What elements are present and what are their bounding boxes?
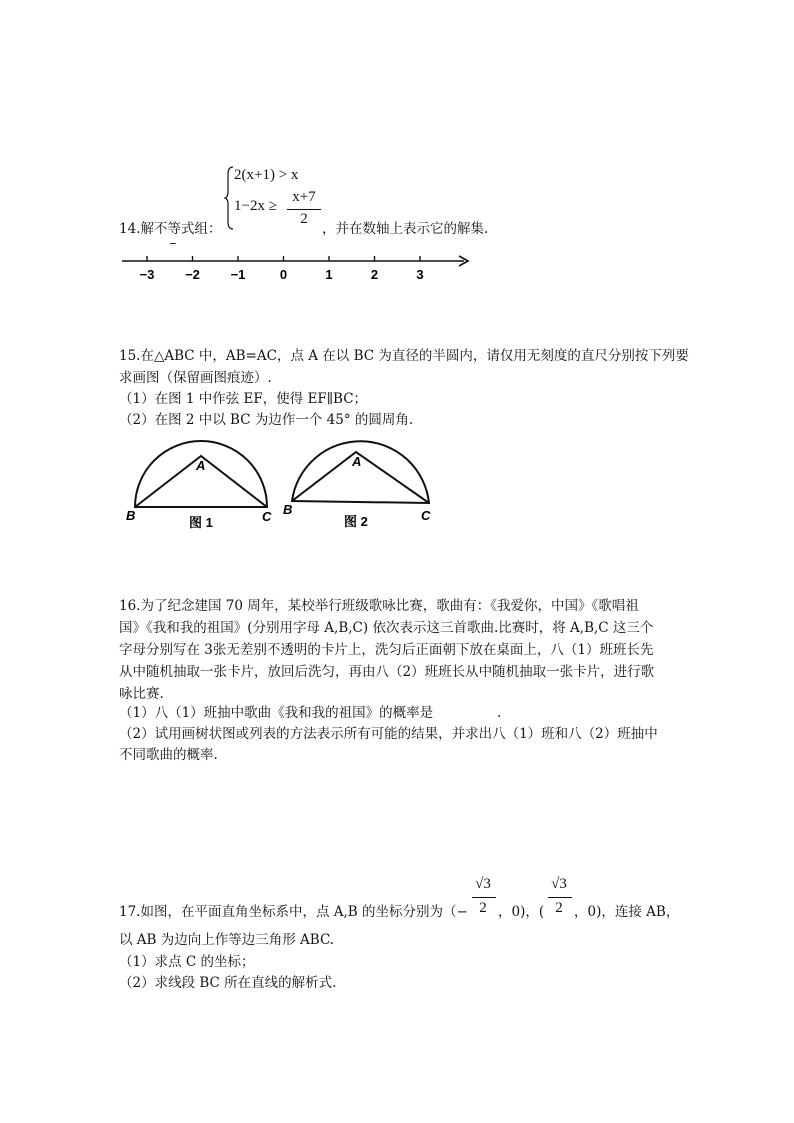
fraction-denominator-2: 2 bbox=[555, 900, 563, 916]
axis-tick-label: −3 bbox=[139, 267, 155, 282]
q17-line-2: 以 AB 为边向上作等边三角形 ABC. bbox=[119, 932, 335, 948]
number-line bbox=[118, 250, 478, 290]
fraction-bar-1 bbox=[472, 897, 496, 898]
system-brace bbox=[224, 166, 234, 230]
axis-tick-label: 0 bbox=[279, 267, 288, 282]
q16-line-4: 从中随机抽取一张卡片，放回后洗匀，再由八（2）班班长从中随机抽取一张卡片，进行歌 bbox=[119, 664, 655, 680]
q17-part-2: ，0)，( bbox=[498, 904, 545, 920]
axis-tick-label: 3 bbox=[416, 267, 424, 282]
fraction-bar-2 bbox=[548, 897, 572, 898]
q16-sub-2-line-1: （2）试用画树状图或列表的方法表示所有可能的结果，并求出八（1）班和八（2）班抽中 bbox=[119, 726, 658, 742]
q14-suffix: ，并在数轴上表示它的解集. bbox=[322, 221, 489, 237]
q14-prefix: 14.解不等式组： bbox=[119, 221, 222, 237]
fraction-numerator: x+7 bbox=[292, 189, 316, 205]
fig2-label-B: B bbox=[283, 502, 293, 517]
q16-sub-1-end: . bbox=[497, 705, 502, 721]
q16-line-5: 咏比赛. bbox=[119, 686, 164, 702]
axis-tick-label: 2 bbox=[370, 267, 379, 282]
fig2-label-C: C bbox=[421, 508, 431, 523]
figure-1 bbox=[124, 432, 278, 538]
figure-2 bbox=[282, 430, 438, 536]
semicircle-1 bbox=[135, 441, 267, 507]
q16-line-3: 字母分别写在 3张无差别不透明的卡片上，洗匀后正面朝下放在桌面上，八（1）班班长先 bbox=[119, 642, 654, 658]
fig2-label-A: A bbox=[352, 454, 362, 469]
fig1-caption: 图 1 bbox=[189, 515, 213, 530]
q16-sub-1: （1）八（1）班抽中歌曲《我和我的祖国》的概率是 bbox=[119, 705, 434, 721]
axis-tick-label: −1 bbox=[230, 267, 246, 282]
q15-line-1: 15.在△ABC 中，AB=AC，点 A 在以 BC 为直径的半圆内，请仅用无刻度的直尺分别按下列要 bbox=[119, 348, 689, 364]
q16-line-1: 16.为了纪念建国 70 周年，某校举行班级歌咏比赛，歌曲有：《我爱你，中国》《歌唱祖 bbox=[119, 598, 639, 614]
sqrt3-numerator-1: √3 bbox=[475, 876, 491, 892]
q15-sub-1: （1）在图 1 中作弦 EF，使得 EF∥BC； bbox=[119, 391, 368, 407]
q17-sub-2: （2）求线段 BC 所在直线的解析式. bbox=[119, 975, 337, 991]
system-line-1: 2(x+1) > x bbox=[234, 167, 299, 183]
q15-line-2: 求画图（保留画图痕迹）. bbox=[119, 370, 272, 386]
q15-sub-2: （2）在图 2 中以 BC 为边作一个 45° 的圆周角. bbox=[119, 412, 414, 428]
axis-tick-label: 1 bbox=[325, 267, 333, 282]
fig1-label-A: A bbox=[196, 458, 206, 473]
stray-mark bbox=[170, 243, 176, 244]
system-line-2-left: 1−2x ≥ bbox=[234, 198, 277, 214]
semicircle-2 bbox=[292, 441, 429, 503]
fig1-label-C: C bbox=[262, 509, 272, 524]
fraction-bar bbox=[287, 209, 321, 210]
q17-sub-1: （1）求点 C 的坐标； bbox=[119, 954, 255, 970]
axis-tick-label: −2 bbox=[185, 267, 200, 282]
q17-part-1: 17.如图，在平面直角坐标系中，点 A,B 的坐标分别为（− bbox=[119, 904, 468, 920]
fraction-denominator-1: 2 bbox=[479, 900, 487, 916]
q16-line-2: 国》《我和我的祖国》(分别用字母 A,B,C) 依次表示这三首歌曲.比赛时，将 A,B,C 这三个 bbox=[119, 620, 654, 636]
fig2-caption: 图 2 bbox=[344, 514, 368, 529]
sqrt3-numerator-2: √3 bbox=[551, 876, 567, 892]
q17-part-3: ，0)，连接 AB， bbox=[574, 904, 680, 920]
fig1-label-B: B bbox=[126, 508, 136, 523]
q16-sub-2-line-2: 不同歌曲的概率. bbox=[119, 747, 218, 763]
fraction-denominator: 2 bbox=[300, 211, 308, 227]
